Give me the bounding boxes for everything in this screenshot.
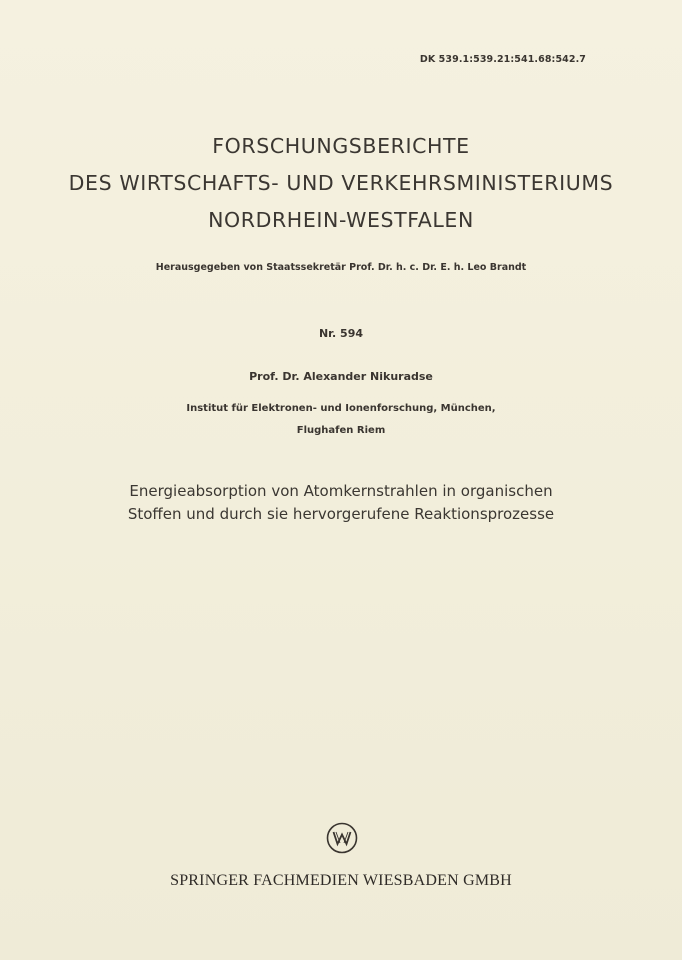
classification-code: DK 539.1:539.21:541.68:542.7 — [419, 54, 586, 65]
author-name: Prof. Dr. Alexander Nikuradse — [249, 370, 433, 383]
series-title-line-3: NORDRHEIN-WESTFALEN — [208, 208, 474, 232]
springer-logo-icon — [326, 822, 358, 854]
series-title-line-2: DES WIRTSCHAFTS- UND VERKEHRSMINISTERIUMS — [68, 171, 614, 195]
series-title-line-1: FORSCHUNGSBERICHTE — [212, 134, 470, 158]
institute-line-1: Institut für Elektronen- und Ionenforschung, München, — [186, 403, 496, 414]
book-title-line-2: Stoffen und durch sie hervorgerufene Reaktionsprozesse — [127, 505, 555, 523]
institute-line-2: Flughafen Riem — [296, 425, 386, 436]
editor-line: Herausgegeben von Staatssekretär Prof. Dr. h. c. Dr. E. h. Leo Brandt — [155, 262, 527, 273]
publisher-name: SPRINGER FACHMEDIEN WIESBADEN GMBH — [170, 872, 512, 889]
series-title — [0, 128, 682, 239]
book-title-line-1: Energieabsorption von Atomkernstrahlen in organischen — [129, 482, 553, 500]
book-title — [0, 480, 682, 526]
author-institute — [0, 398, 682, 442]
report-number: Nr. 594 — [318, 327, 364, 340]
